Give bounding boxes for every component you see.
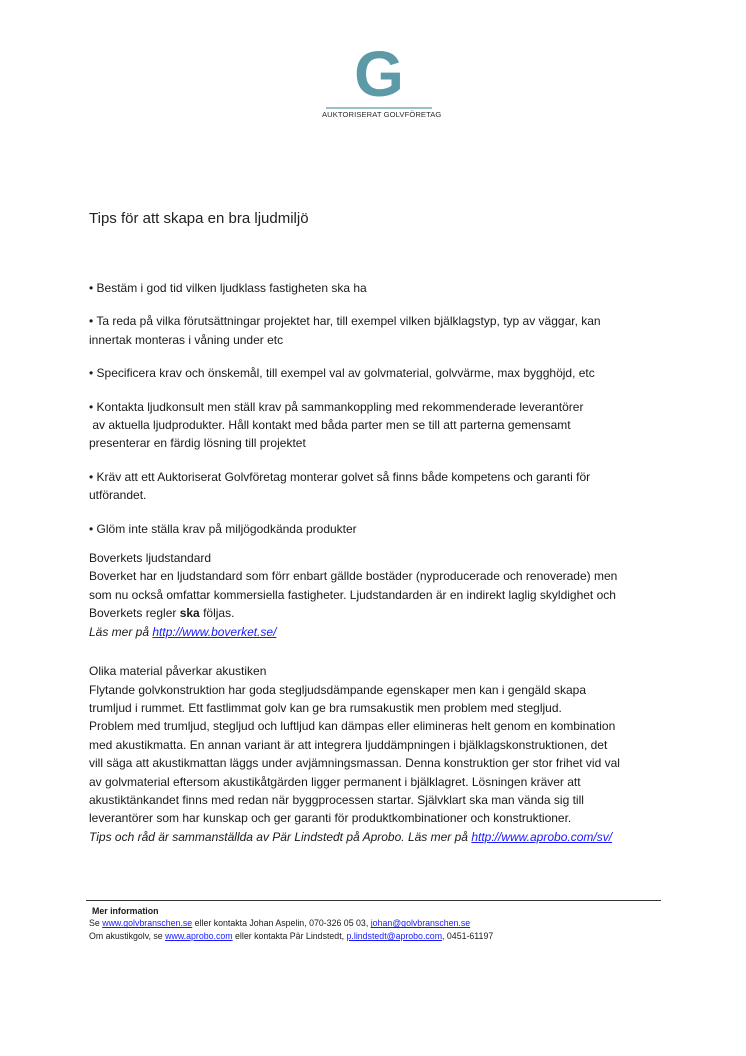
bullet-line: innertak monteras i våning under etc — [89, 332, 284, 347]
paragraph-line: som nu också omfattar kommersiella fastigheter. Ljudstandarden är en indirekt laglig skyldighet och — [89, 587, 616, 602]
text-span: Om akustikgolv, se — [89, 930, 166, 941]
bullet-item — [89, 520, 669, 538]
text-span: följas. — [199, 606, 235, 621]
bullet-line: • Ta reda på vilka förutsättningar projektet har, till exempel vilken bjälklagstyp, typ av väggar, kan — [89, 314, 601, 329]
footer-heading: Mer information — [92, 906, 159, 916]
bullet-line: • Glöm inte ställa krav på miljögodkända produkter — [89, 521, 357, 536]
logo-caption: AUKTORISERAT GOLVFÖRETAG — [322, 110, 442, 119]
logo-letter: G — [354, 50, 404, 110]
text-span: , 0451-61197 — [442, 930, 494, 941]
footer — [89, 905, 669, 942]
paragraph-line: akustiktänkandet finns med redan när byggprocessen startar. Självklart ska man vända sig till — [89, 792, 584, 807]
johan-email-link[interactable]: johan@golvbranschen.se — [370, 918, 471, 929]
bullet-item — [89, 279, 669, 297]
credit-line — [89, 828, 669, 846]
bullet-item — [89, 364, 669, 382]
paragraph-line: vill säga att akustikmattan läggs under avjämningsmassan. Denna konstruktion ger stor frihet vid val — [89, 756, 620, 771]
golvbranschen-website-link[interactable]: www.golvbranschen.se — [102, 918, 193, 929]
paragraph-line: Flytande golvkonstruktion har goda stegljudsdämpande egenskaper men kan i gengäld skapa — [89, 682, 586, 697]
read-more-line — [89, 623, 669, 641]
emphasis-text: ska — [179, 606, 200, 621]
bullet-line: av aktuella ljudprodukter. Håll kontakt med båda parter men se till att parterna gemensamt — [89, 418, 571, 433]
boverket-link[interactable]: http://www.boverket.se/ — [152, 624, 277, 639]
paragraph-line — [89, 604, 669, 622]
boverket-section — [89, 549, 669, 641]
footer-contact-line — [89, 930, 669, 942]
footer-contact-line — [89, 917, 669, 929]
read-more-label: Läs mer på — [89, 624, 153, 639]
credit-label: Tips och råd är sammanställda av Pär Lindstedt på Aprobo. Läs mer på — [89, 829, 472, 844]
bullet-item — [89, 468, 669, 505]
bullet-item — [89, 312, 669, 349]
section-heading: Boverkets ljudstandard — [89, 551, 212, 566]
paragraph-line: med akustikmatta. En annan variant är att integrera ljuddämpningen i bjälklagskonstruktionen, det — [89, 737, 608, 752]
bullet-line: • Kräv att ett Auktoriserat Golvföretag monterar golvet så finns både kompetens och garanti för — [89, 469, 591, 484]
bullet-line: • Specificera krav och önskemål, till exempel val av golvmaterial, golvvärme, max bygghöjd, etc — [89, 366, 595, 381]
logo-g-mark — [322, 50, 436, 112]
paragraph-line: Boverket har en ljudstandard som förr enbart gällde bostäder (nyproducerade och renoverade) men — [89, 569, 618, 584]
document-body — [89, 279, 669, 846]
page-title: Tips för att skapa en bra ljudmiljö — [89, 210, 309, 227]
company-logo — [322, 50, 442, 122]
paragraph-line: av golvmaterial eftersom akustikåtgärden ligger permanent i bjälklagret. Lösningen kräver att — [89, 774, 581, 789]
text-span: eller kontakta Johan Aspelin, 070-326 05 03, — [192, 918, 371, 929]
bullet-line: utförandet. — [89, 488, 147, 503]
paragraph-line: leverantörer som har kunskap och ger garanti för produktkombinationer och konstruktioner. — [89, 811, 572, 826]
text-span: Se — [89, 918, 103, 929]
footer-divider — [86, 900, 661, 901]
par-email-link[interactable]: p.lindstedt@aprobo.com — [346, 930, 443, 941]
paragraph-line: trumljud i rummet. Ett fastlimmat golv kan ge bra rumsakustik men problem med stegljud. — [89, 700, 562, 715]
bullet-line: • Bestäm i god tid vilken ljudklass fastigheten ska ha — [89, 281, 367, 295]
material-section — [89, 662, 669, 846]
section-heading: Olika material påverkar akustiken — [89, 664, 267, 679]
text-span: Boverkets regler — [89, 606, 180, 621]
bullet-line: • Kontakta ljudkonsult men ställ krav på sammankoppling med rekommenderade leverantörer — [89, 399, 584, 414]
bullet-item — [89, 398, 669, 453]
aprobo-website-link[interactable]: www.aprobo.com — [165, 930, 233, 941]
aprobo-link[interactable]: http://www.aprobo.com/sv/ — [471, 829, 613, 844]
paragraph-line: Problem med trumljud, stegljud och luftljud kan dämpas eller elimineras helt genom en kombination — [89, 719, 616, 734]
bullet-line: presenterar en färdig lösning till projektet — [89, 436, 306, 451]
text-span: eller kontakta Pär Lindstedt, — [232, 930, 347, 941]
